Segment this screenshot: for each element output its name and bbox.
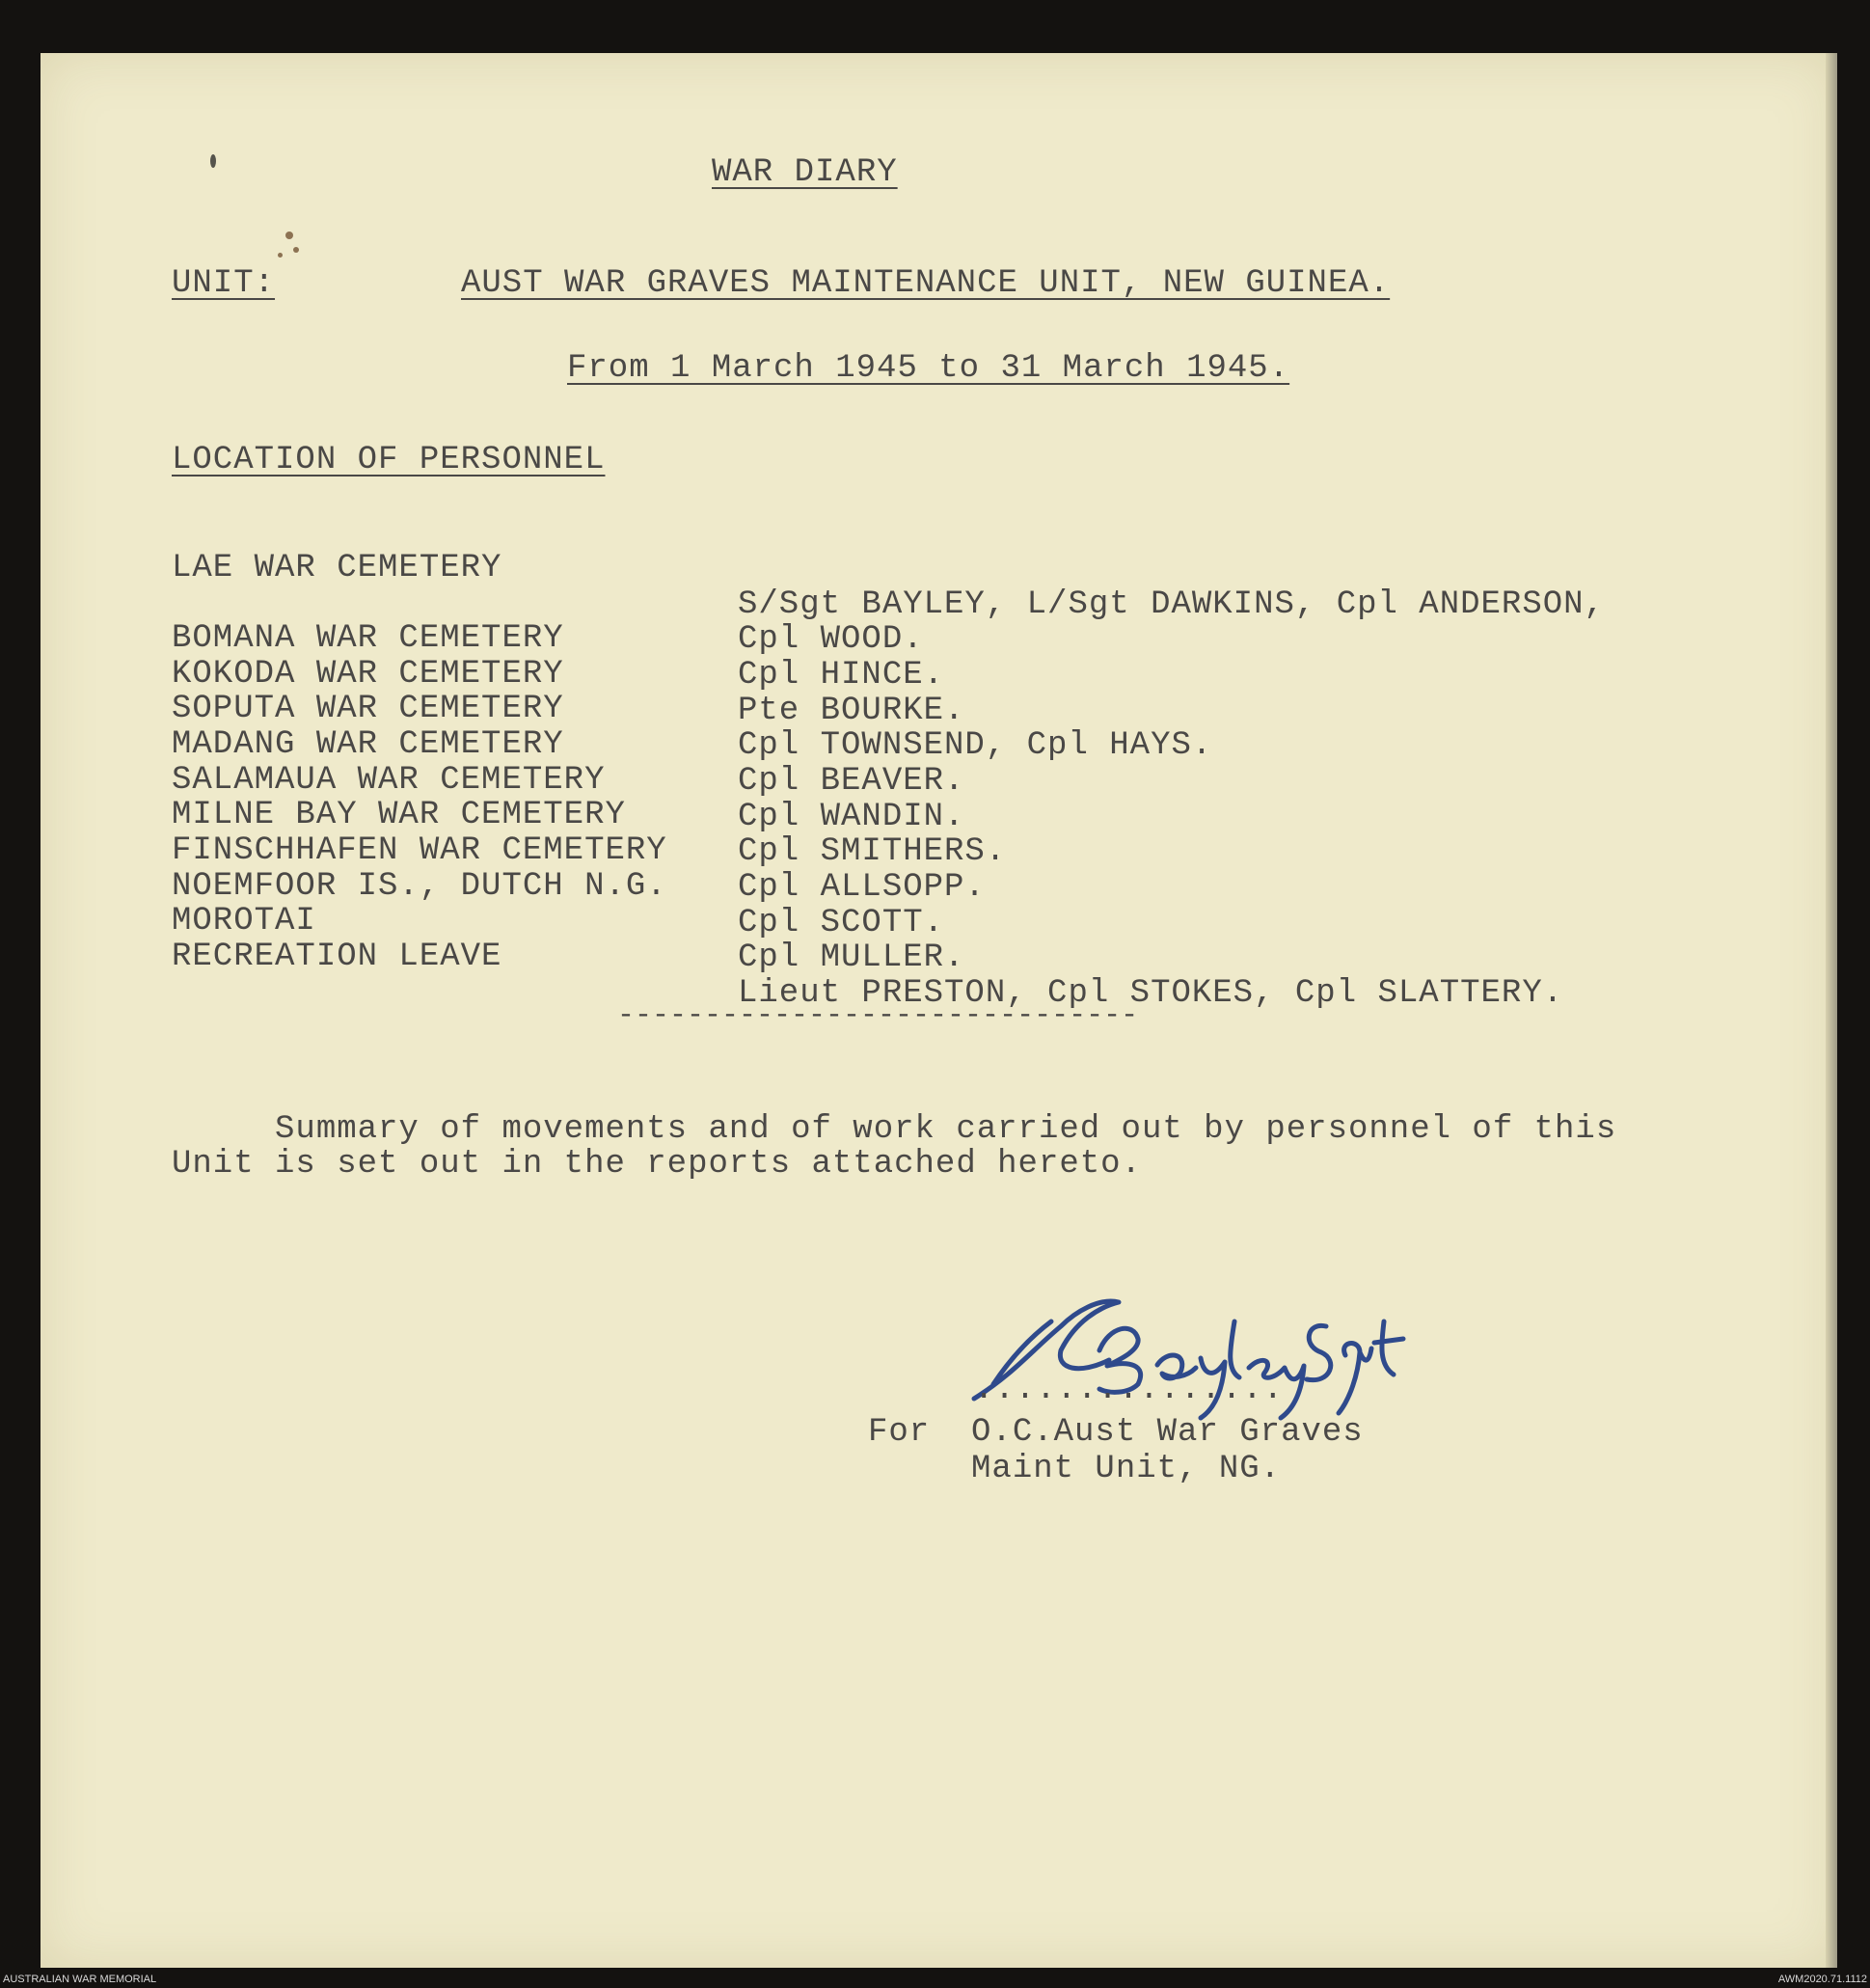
personnel-list <box>0 513 1870 1012</box>
personnel-names: Cpl ALLSOPP. <box>738 869 986 906</box>
rust-stain <box>278 253 283 258</box>
location-name: SALAMAUA WAR CEMETERY <box>172 762 606 799</box>
location-name: BOMANA WAR CEMETERY <box>172 620 564 657</box>
location-name: LAE WAR CEMETERY <box>172 550 502 586</box>
page-edge <box>1826 53 1837 1968</box>
sign-line-1: For O.C.Aust War Graves <box>868 1414 1364 1451</box>
personnel-names: Lieut PRESTON, Cpl STOKES, Cpl SLATTERY. <box>738 975 1564 1012</box>
location-name: MILNE BAY WAR CEMETERY <box>172 797 626 833</box>
rust-stain <box>293 247 299 253</box>
summary-line-2: Unit is set out in the reports attached hereto. <box>172 1146 1142 1183</box>
footer-right: AWM2020.71.1112 <box>1777 1974 1867 1985</box>
location-name: FINSCHHAFEN WAR CEMETERY <box>172 832 667 869</box>
separator-line: ------------------------------ <box>617 999 1139 1032</box>
personnel-names: S/Sgt BAYLEY, L/Sgt DAWKINS, Cpl ANDERSON, <box>738 586 1605 623</box>
personnel-names: Cpl BEAVER. <box>738 763 965 800</box>
signature-stroke <box>1339 1344 1371 1413</box>
signature-stroke <box>1231 1321 1239 1377</box>
footer-left: AUSTRALIAN WAR MEMORIAL <box>3 1974 157 1985</box>
location-name: KOKODA WAR CEMETERY <box>172 656 564 693</box>
location-name: MADANG WAR CEMETERY <box>172 726 564 763</box>
location-name: NOEMFOOR IS., DUTCH N.G. <box>172 868 667 905</box>
signature-stroke <box>1307 1325 1331 1379</box>
list-item <box>0 513 1870 623</box>
personnel-names: Cpl WANDIN. <box>738 799 965 835</box>
personnel-names: Cpl SCOTT. <box>738 905 945 941</box>
sign-line-2: Maint Unit, NG. <box>868 1451 1282 1487</box>
period: From 1 March 1945 to 31 March 1945. <box>567 350 1290 387</box>
rust-stain <box>285 231 293 239</box>
personnel-names: Cpl TOWNSEND, Cpl HAYS. <box>738 727 1213 764</box>
ink-stain <box>210 154 216 168</box>
location-name: SOPUTA WAR CEMETERY <box>172 691 564 727</box>
location-name: MOROTAI <box>172 903 316 940</box>
signature-dots: ............... <box>974 1372 1285 1408</box>
signature-stroke <box>1374 1321 1403 1375</box>
personnel-names: Cpl WOOD. <box>738 621 924 658</box>
document-title: WAR DIARY <box>712 154 898 191</box>
section-heading: LOCATION OF PERSONNEL <box>172 442 606 478</box>
personnel-names: Pte BOURKE. <box>738 693 965 729</box>
unit-name: AUST WAR GRAVES MAINTENANCE UNIT, NEW GUINEA. <box>461 265 1391 302</box>
summary-line-1: Summary of movements and of work carried out by personnel of this <box>172 1111 1617 1148</box>
unit-label: UNIT: <box>172 265 276 302</box>
personnel-names: Cpl SMITHERS. <box>738 833 1007 870</box>
personnel-names: Cpl HINCE. <box>738 657 945 694</box>
location-name: RECREATION LEAVE <box>172 939 502 975</box>
personnel-names: Cpl MULLER. <box>738 940 965 976</box>
